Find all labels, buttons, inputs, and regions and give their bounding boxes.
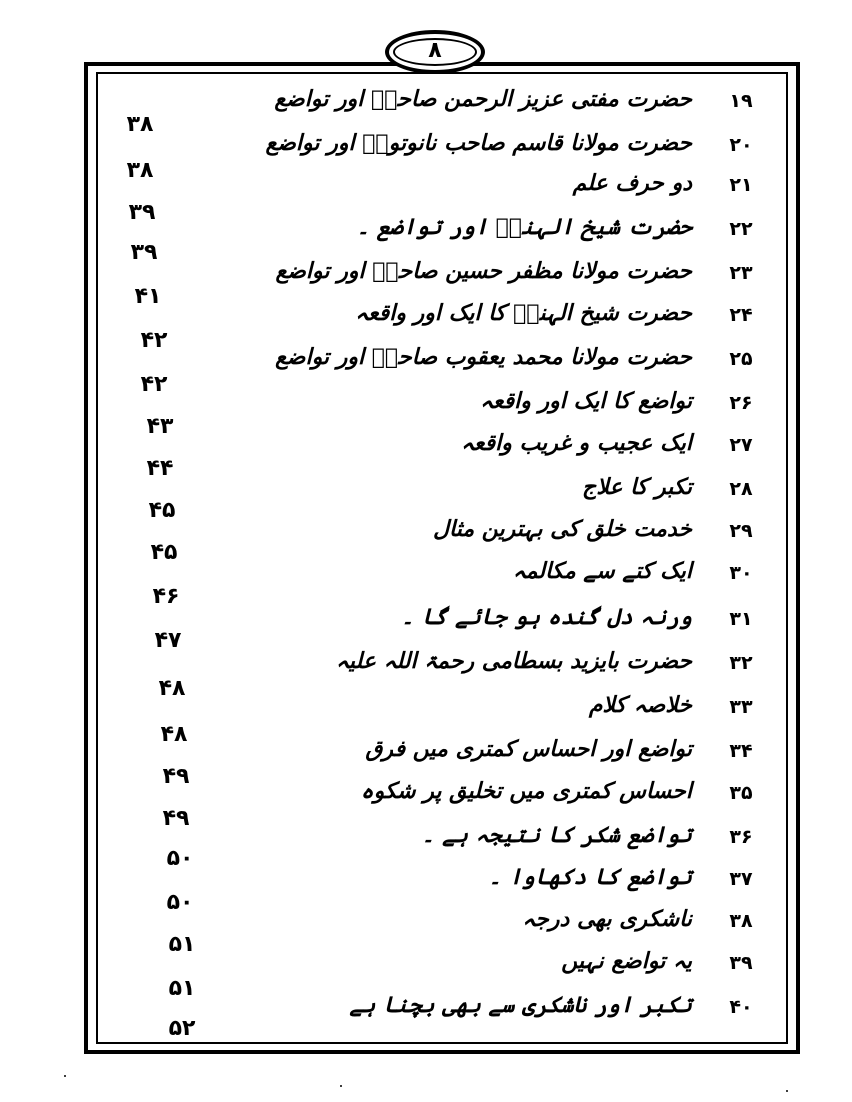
entry-title: ناشکری بھی درجہ — [522, 906, 692, 932]
contents-row — [0, 516, 852, 550]
page-reference: ۴١ — [134, 284, 162, 309]
page-reference: ۴٩ — [162, 806, 190, 831]
entry-title: تکبر اور ناشکری سے بھی بچنا ہے — [349, 992, 692, 1018]
entry-title: حضرت مولانا محمد یعقوب صاحبؒ اور تواضع — [275, 344, 692, 370]
entry-number: ٢١ — [729, 174, 753, 196]
entry-number: ٣٧ — [729, 868, 753, 890]
page-reference: ۴۴ — [146, 456, 174, 481]
entry-number: ٢٨ — [729, 478, 753, 500]
contents-row — [0, 778, 852, 812]
entry-title: ورنہ دل گندہ ہو جائے گا ۔ — [401, 604, 692, 630]
entry-title: خدمت خلق کی بہترین مثال — [433, 516, 692, 542]
entry-number: ٢۶ — [729, 392, 753, 414]
entry-title: تواضع اور احساس کمتری میں فرق — [365, 736, 692, 762]
contents-row — [0, 648, 852, 682]
page-reference: ۴٢ — [140, 372, 168, 397]
entry-number: ٣۵ — [729, 782, 753, 804]
entry-number: ٣۴ — [729, 740, 753, 762]
page-reference: ۴۵ — [150, 540, 178, 565]
entry-number: ٢٠ — [729, 134, 753, 156]
contents-row — [0, 948, 852, 982]
entry-title: ایک عجیب و غریب واقعہ — [461, 430, 692, 456]
entry-title: حضرت مولانا قاسم صاحب نانوتویؒ اور تواضع — [265, 130, 692, 156]
entry-number: ٣٨ — [729, 910, 753, 932]
entry-number: ٣۶ — [729, 826, 753, 848]
entry-title: حضرت مولانا مظفر حسین صاحبؒ اور تواضع — [275, 258, 692, 284]
page-reference: ۴٢ — [140, 328, 168, 353]
page-reference: ۴٨ — [158, 676, 186, 701]
entry-title: یہ تواضع نہیں — [561, 948, 692, 974]
entry-title: دو حرف علم — [572, 170, 692, 196]
page-reference: ۴٨ — [160, 722, 188, 747]
page-reference: ۴٣ — [146, 414, 174, 439]
scan-speck — [786, 1090, 788, 1092]
contents-row — [0, 604, 852, 638]
page-number-badge — [385, 30, 485, 74]
entry-number: ٣٣ — [729, 696, 753, 718]
page-reference: ٣٨ — [126, 112, 154, 137]
page-reference: ٣٩ — [130, 240, 158, 265]
entry-title: حضرت شیخ الہندؒ کا ایک اور واقعہ — [355, 300, 692, 326]
entry-number: ٣٠ — [729, 562, 753, 584]
page-reference: ۵١ — [168, 932, 196, 957]
entry-title: حضرت بایزید بسطامی رحمۃ اللہ علیہ — [336, 648, 692, 674]
contents-row — [0, 430, 852, 464]
contents-row — [0, 736, 852, 770]
entry-number: ٢٧ — [729, 434, 753, 456]
contents-row — [0, 474, 852, 508]
entry-number: ۴٠ — [729, 996, 753, 1018]
contents-row — [0, 992, 852, 1026]
scan-speck — [64, 1075, 66, 1077]
page-reference: ٣٨ — [126, 158, 154, 183]
entry-title: تواضع کا دکھاوا ۔ — [488, 864, 692, 890]
contents-row — [0, 558, 852, 592]
entry-number: ٢۴ — [729, 304, 753, 326]
entry-title: تواضع کا ایک اور واقعہ — [480, 388, 692, 414]
page-number: ٨ — [428, 38, 442, 63]
page-reference: ۴۶ — [152, 584, 180, 609]
page-reference: ۵٢ — [168, 1016, 196, 1041]
entry-number: ٣٩ — [729, 952, 753, 974]
entry-number: ٢۵ — [729, 348, 753, 370]
page-reference: ۵٠ — [166, 890, 194, 915]
entry-title: ایک کتے سے مکالمہ — [512, 558, 692, 584]
page-reference: ۵٠ — [166, 846, 194, 871]
entry-number: ٢٣ — [729, 262, 753, 284]
entry-number: ١٩ — [729, 90, 753, 112]
entry-title: حضرت مفتی عزیز الرحمن صاحبؒ اور تواضع — [274, 86, 692, 112]
contents-row — [0, 906, 852, 940]
contents-row — [0, 864, 852, 898]
scan-speck — [340, 1085, 342, 1087]
entry-number: ٣٢ — [729, 652, 753, 674]
entry-title: احساس کمتری میں تخلیق پر شکوہ — [360, 778, 692, 804]
page-reference: ۴۵ — [148, 498, 176, 523]
entry-number: ٢٩ — [729, 520, 753, 542]
entry-number: ٣١ — [729, 608, 753, 630]
contents-row — [0, 822, 852, 856]
entry-title: خلاصہ کلام — [588, 692, 692, 718]
page-reference: ۵١ — [168, 976, 196, 1001]
page-reference: ۴٩ — [162, 764, 190, 789]
entry-title: تکبر کا علاج — [582, 474, 692, 500]
page-reference: ۴٧ — [154, 628, 182, 653]
page-reference: ٣٩ — [128, 200, 156, 225]
entry-number: ٢٢ — [729, 218, 753, 240]
entry-title: حضرت شیخ الہندؒ اور تواضع ۔ — [356, 214, 692, 240]
contents-row — [0, 692, 852, 726]
entry-title: تواضع شکر کا نتیجہ ہے ۔ — [421, 822, 692, 848]
